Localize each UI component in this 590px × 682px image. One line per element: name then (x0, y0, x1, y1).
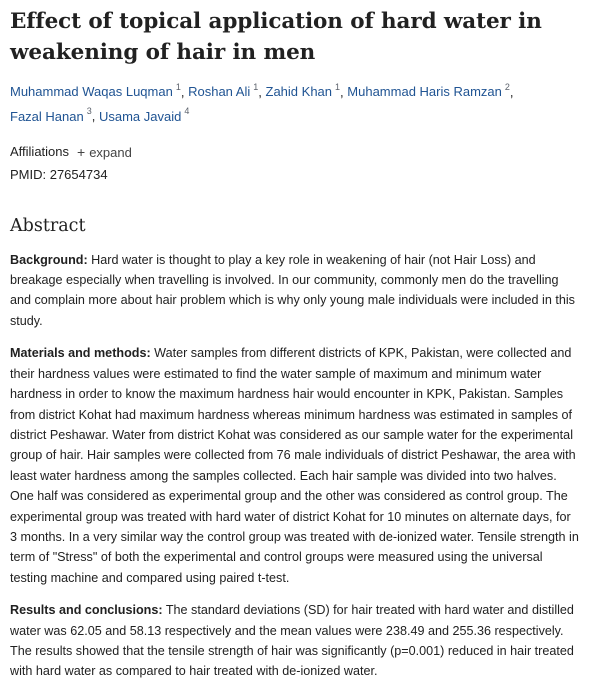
expand-affiliations-button[interactable] (77, 141, 132, 164)
author-item (98, 106, 190, 124)
affiliation-ref[interactable]: 1 (253, 82, 259, 92)
author-item (188, 84, 258, 99)
methods-label: Materials and methods: (10, 346, 151, 361)
author-list (10, 78, 580, 127)
expand-label: expand (89, 144, 132, 160)
abstract-results (10, 600, 580, 682)
author-link[interactable]: Fazal Hanan (10, 108, 84, 124)
author-link[interactable]: Usama Javaid (98, 108, 182, 124)
affiliation-ref[interactable]: 4 (184, 106, 190, 117)
pmid: PMID: 27654734 (10, 166, 108, 182)
affiliation-ref[interactable]: 2 (504, 82, 510, 92)
author-item (10, 84, 181, 99)
author-link[interactable]: Roshan Ali (188, 84, 251, 100)
affiliations-row (10, 141, 580, 164)
author-item (347, 84, 510, 99)
author-separator: , (340, 84, 344, 100)
affiliation-ref[interactable]: 3 (86, 106, 92, 117)
abstract-methods (10, 343, 580, 588)
article-meta (10, 141, 580, 186)
author-separator: , (180, 84, 185, 100)
author-separator: , (258, 84, 262, 100)
author-item (266, 84, 341, 99)
results-label: Results and conclusions: (10, 603, 163, 618)
author-separator: , (91, 108, 96, 124)
results-text: The standard deviations (SD) for hair treated with hard water and distilled water was 62.05 and 58.13 respectively and the mean values were 238.49 and 255.36 respectively. The results showed that the tensile strength of hair was significantly (p=0.001) reduced in hair treated with hard water as compared to hair treated with de-ionized water. (10, 603, 574, 679)
article-title: Effect of topical application of hard water in weakening of hair in men (10, 9, 542, 65)
abstract-background (10, 250, 580, 332)
methods-text: Water samples from different districts of KPK, Pakistan, were collected and their hardness values were estimated to find the water sample of maximum and minimum water hardness in order to know the maximum hardness hair would encounter in KPK, Pakistan. Samples from district Kohat had maximum hardness whereas minimum hardness was estimated in samples of district Peshawar. Water from district Kohat was considered as our sample water for the experimental group of hair. Hair samples were collected from 76 male individuals of district Peshawar, the area with least water hardness among the samples collected. Each hair sample was divided into two halves. One half was considered as experimental group and the other was considered as control group. The experimental group was treated with hard water of district Kohat for 10 minutes on alternate days, for 3 months. In a very similar way the control group was treated with de-ionized water. Tensile strength in term of "Stress" of both the experimental and control groups were measured using the universal testing machine and compared using paired t-test. (10, 346, 579, 585)
author-link[interactable]: Muhammad Waqas Luqman (10, 84, 173, 100)
author-separator: , (509, 84, 514, 100)
affiliation-ref[interactable]: 1 (175, 82, 181, 92)
author-link[interactable]: Zahid Khan (265, 84, 333, 100)
author-item (10, 106, 92, 124)
background-label: Background: (10, 252, 88, 267)
affiliation-ref[interactable]: 1 (335, 82, 341, 92)
abstract-heading: Abstract (10, 215, 86, 236)
affiliations-label: Affiliations (10, 144, 70, 160)
plus-icon: + (77, 143, 86, 160)
background-text: Hard water is thought to play a key role in weakening of hair (not Hair Loss) and breakage especially when travelling is involved. In our community, commonly men do the travelling and complain more about hair problem which is why only young male individuals were included in this study. (10, 252, 575, 328)
article-page (10, 6, 580, 682)
author-link[interactable]: Muhammad Haris Ramzan (347, 84, 502, 100)
